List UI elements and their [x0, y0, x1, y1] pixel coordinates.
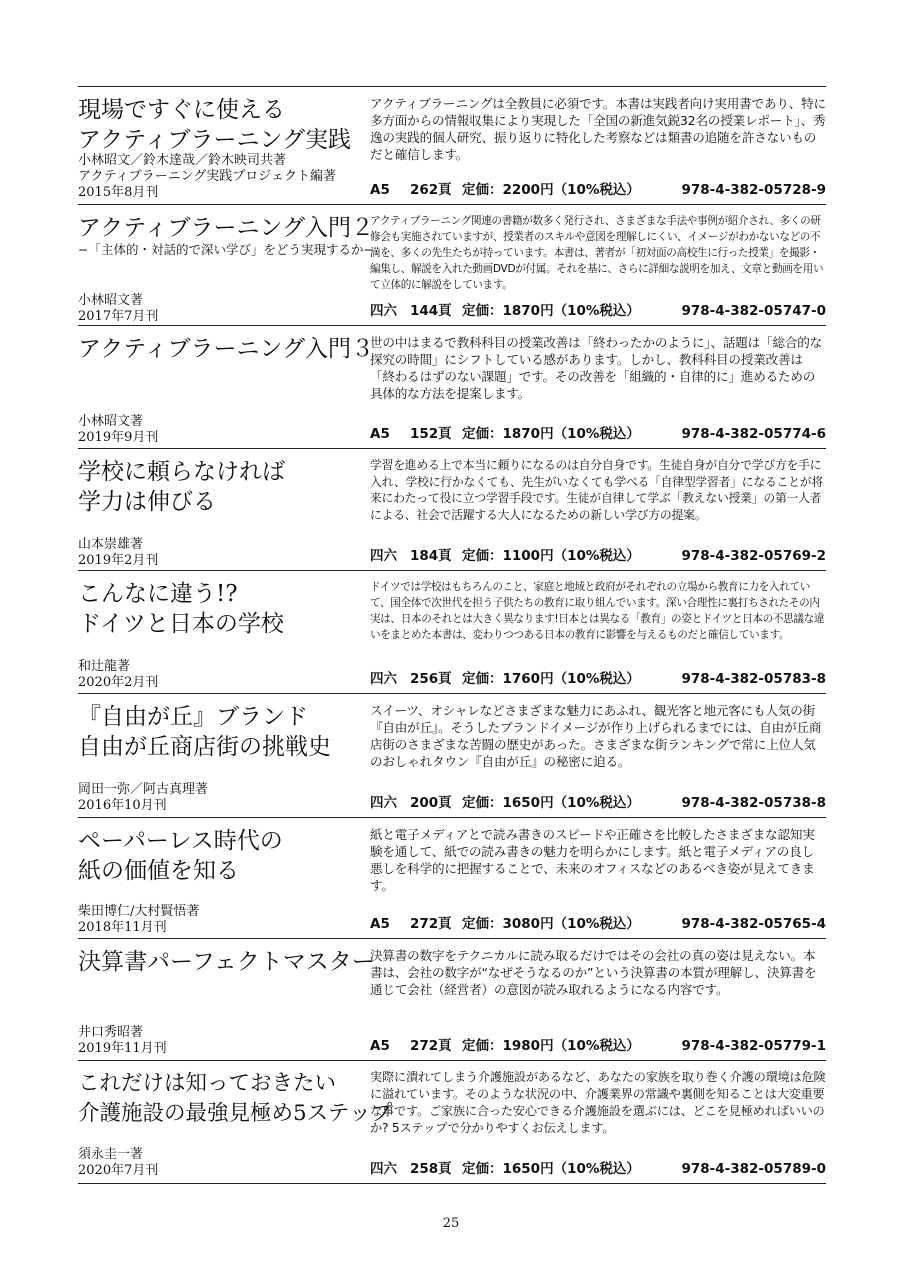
book-format: 四六	[370, 303, 397, 319]
book-entry	[78, 817, 826, 938]
book-meta	[370, 1034, 826, 1054]
book-isbn: 978-4-382-05747-0	[681, 303, 826, 319]
book-format: A5	[370, 1038, 390, 1054]
book-author: 須永圭一著 2020年7月刊	[78, 1147, 159, 1178]
book-description: 実際に潰れてしまう介護施設があるなど、あなたの家族を取り巻く介護の環境は危険に溢れています。そのような状況の中、介護業界の常識や裏側を知ることは大変重要な事です。ご家族に合った安心できる介護施設を選ぶには、どこを見極めればいいのか? 5ステップで分かりやすくお伝えします。	[370, 1070, 826, 1135]
book-title: こんなに違う!? ドイツと日本の学校	[78, 581, 284, 637]
book-title: ペーパーレス時代の 紙の価値を知る	[78, 828, 283, 884]
book-entry	[78, 204, 826, 325]
book-meta	[370, 791, 826, 811]
book-right-column	[370, 87, 826, 204]
book-description: スイーツ、オシャレなどさまざまな魅力にあふれ、観光客と地元客にも人気の街『自由が丘』。そうしたブランドイメージが作り上げられるまでには、自由が丘商店街のさまざまな苦闘の歴史があった。さまざまな街ランキングで常に上位人気のおしゃれタウン『自由が丘』の秘密に迫る。	[370, 703, 822, 769]
book-left-column	[78, 694, 368, 817]
book-price: 定価：1870円（10%税込）	[462, 426, 640, 442]
book-price: 定価：1760円（10%税込）	[462, 671, 640, 687]
book-entry	[78, 86, 826, 204]
book-description: 決算書の数字をテクニカルに読み取るだけではその会社の真の姿は見えない。本書は、会社の数字が“なぜそうなるのか”という決算書の本質が理解し、決算書を通じて会社（経営者）の意図が読み取れるようになる内容です。	[370, 948, 817, 997]
book-isbn: 978-4-382-05779-1	[681, 1038, 826, 1054]
book-author: 岡田一弥／阿古真理著 2016年10月刊	[78, 782, 209, 813]
book-author: 和辻龍著 2020年2月刊	[78, 659, 159, 690]
book-isbn: 978-4-382-05765-4	[681, 916, 826, 932]
book-price: 定価：1980円（10%税込）	[462, 1038, 640, 1054]
book-description: アクティブラーニング関連の書籍が数多く発行され、さまざまな手法や事例が紹介され、多くの研修会も実施されていますが、授業者のスキルや意図を理解しにくい、イメージがわかないなどの不満を、多くの先生たちが持っています。本書は、著者が「初対面の高校生に行った授業」を撮影・編集し、解説を入れた動画DVDが付属。それを基に、さらに詳細な説明を加え、文章と動画を用いて立体的に解説をしています。	[370, 215, 824, 291]
book-pages: 272頁	[410, 916, 452, 932]
book-left-column	[78, 818, 368, 938]
book-format: A5	[370, 182, 390, 198]
book-isbn: 978-4-382-05789-0	[681, 1161, 826, 1177]
book-pages: 152頁	[410, 426, 452, 442]
book-title: アクティブラーニング入門２ −「主体的・対話的で深い学び」をどう実現するか−	[78, 213, 378, 259]
book-pages: 256頁	[410, 671, 452, 687]
book-meta	[370, 912, 826, 932]
book-price: 定価：1650円（10%税込）	[462, 1161, 640, 1177]
book-description: 紙と電子メディアとで読み書きのスピードや正確さを比較したさまざまな認知実験を通して、紙での読み書きの魅力を明らかにします。紙と電子メディアの良し悪しを科学的に把握することで、未来のオフィスなどのあるべき姿が見えてきます。	[370, 827, 815, 893]
book-meta	[370, 1157, 826, 1177]
book-meta	[370, 178, 826, 198]
book-format: 四六	[370, 795, 397, 811]
book-title: 現場ですぐに使える アクティブラーニング実践	[78, 97, 352, 153]
book-meta	[370, 544, 826, 564]
book-subtitle: −「主体的・対話的で深い学び」をどう実現するか−	[78, 242, 374, 257]
book-entry	[78, 570, 826, 693]
book-isbn: 978-4-382-05783-8	[681, 671, 826, 687]
book-format: 四六	[370, 671, 397, 687]
page-number: 25	[442, 1216, 460, 1231]
book-author: 井口秀昭著 2019年11月刊	[78, 1025, 167, 1056]
book-price: 定価：1650円（10%税込）	[462, 795, 640, 811]
book-price: 定価：2200円（10%税込）	[462, 182, 640, 198]
book-entry	[78, 938, 826, 1060]
book-right-column	[370, 1061, 826, 1183]
book-isbn: 978-4-382-05738-8	[681, 795, 826, 811]
book-meta	[370, 667, 826, 687]
book-author: 小林昭文／鈴木達哉／鈴木映司共著 アクティブラーニング実践プロジェクト編著 2015年8月刊	[78, 153, 337, 200]
book-pages: 200頁	[410, 795, 452, 811]
book-entry	[78, 325, 826, 448]
book-left-column	[78, 326, 375, 448]
book-isbn: 978-4-382-05769-2	[681, 548, 826, 564]
book-isbn: 978-4-382-05774-6	[681, 426, 826, 442]
book-left-column	[78, 939, 375, 1060]
book-title: 『自由が丘』ブランド 自由が丘商店街の挑戦史	[78, 704, 331, 760]
book-format: 四六	[370, 1161, 397, 1177]
book-author: 山本崇雄著 2019年2月刊	[78, 537, 159, 568]
book-right-column	[370, 939, 826, 1060]
book-left-column	[78, 571, 368, 693]
book-description: 世の中はまるで教科科目の授業改善は「終わったかのように」、話題は「総合的な探究の時間」にシフトしている感があります。しかし、教科科目の授業改善は「終わるはずのない課題」です。その改善を「組織的・自律的に」進めるための具体的な方法を提案します。	[370, 335, 823, 401]
book-title: 学校に頼らなければ 学力は伸びる	[78, 459, 285, 515]
book-description: 学習を進める上で本当に頼りになるのは自分自身です。生徒自身が自分で学び方を手に入れ、学校に行かなくても、先生がいなくても学べる「自律型学習者」になることが将来にわたって役に立つ学習手段です。生徒が自律して学ぶ「教えない授業」の第一人者による、社会で活躍する大人になるための新しい学び方の提案。	[370, 458, 823, 522]
book-pages: 262頁	[410, 182, 452, 198]
book-pages: 272頁	[410, 1038, 452, 1054]
book-title: アクティブラーニング入門３	[78, 336, 375, 362]
book-pages: 144頁	[410, 303, 452, 319]
book-meta	[370, 422, 826, 442]
book-author: 小林昭文著 2019年9月刊	[78, 414, 159, 445]
book-right-column	[370, 326, 826, 448]
book-entry	[78, 693, 826, 817]
book-description: アクティブラーニングは全教員に必須です。本書は実践者向け実用書であり、特に多方面からの情報収集により実現した「全国の新進気鋭32名の授業レポート」、秀逸の実践的個人研究、振り返りに特化した考察などは類書の追随を許さないものだと確信します。	[370, 96, 826, 162]
book-price: 定価：1100円（10%税込）	[462, 548, 640, 564]
book-pages: 258頁	[410, 1161, 452, 1177]
book-left-column	[78, 205, 375, 325]
book-isbn: 978-4-382-05728-9	[681, 182, 826, 198]
book-author: 小林昭文著 2017年7月刊	[78, 293, 159, 324]
book-title: これだけは知っておきたい 介護施設の最強見極め5ステップ	[78, 1071, 393, 1126]
book-entry	[78, 1060, 826, 1184]
book-right-column	[370, 571, 826, 693]
book-description: ドイツでは学校はもちろんのこと、家庭と地域と政府がそれぞれの立場から教育に力を入れていて、国全体で次世代を担う子供たちの教育に取り組んでいます。深い合理性に裏打ちされたその内実は、日本のそれとは大きく異なります!日本とは異なる「教育」の姿とドイツと日本の不思議な違いをまとめた本書は、変わりつつある日本の教育に影響を与えるものだと確信しています。	[370, 581, 825, 641]
book-right-column	[370, 205, 826, 325]
book-right-column	[370, 449, 826, 570]
book-right-column	[370, 818, 826, 938]
book-format: A5	[370, 426, 390, 442]
book-meta	[370, 299, 826, 319]
book-title: 決算書パーフェクトマスター	[78, 949, 375, 975]
book-right-column	[370, 694, 826, 817]
book-pages: 184頁	[410, 548, 452, 564]
book-left-column	[78, 87, 368, 204]
book-left-column	[78, 449, 368, 570]
book-author: 柴田博仁/大村賢悟著 2018年11月刊	[78, 904, 200, 935]
book-entry	[78, 448, 826, 570]
book-price: 定価：3080円（10%税込）	[462, 916, 640, 932]
book-format: 四六	[370, 548, 397, 564]
book-format: A5	[370, 916, 390, 932]
book-price: 定価：1870円（10%税込）	[462, 303, 640, 319]
